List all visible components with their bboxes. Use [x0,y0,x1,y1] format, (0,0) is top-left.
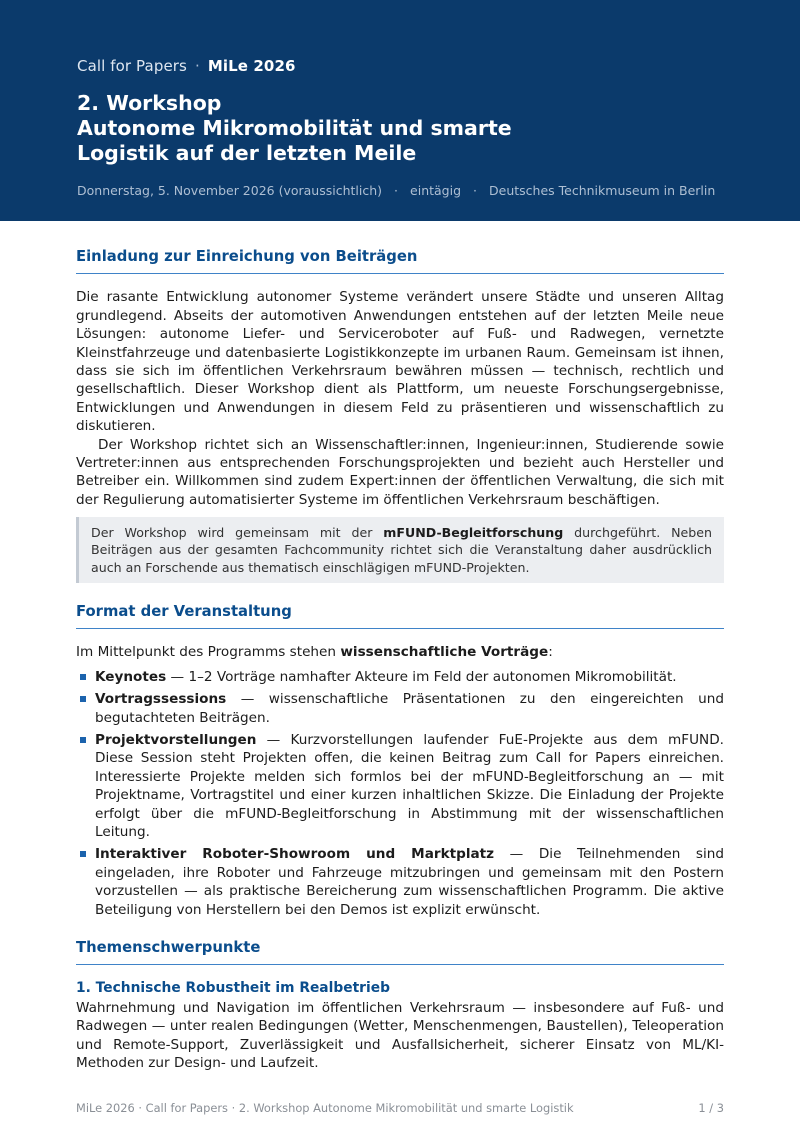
item-title: Keynotes [95,668,167,685]
section-heading: Themenschwerpunkte [76,939,724,965]
meta-date: Donnerstag, 5. November 2026 (voraussichtlich) [77,183,383,198]
section-topics [76,939,724,1072]
note-text: Der Workshop wird gemeinsam mit der [91,525,373,541]
title-line-2: Logistik auf der letzten Meile [77,141,417,165]
square-bullet-icon [80,737,86,743]
section-format [76,603,724,919]
topic-heading: 1. Technische Robustheit im Realbetrieb [76,980,390,997]
format-list [76,668,724,919]
topic-text: Wahrnehmung und Navigation im öffentlichen Verkehrsraum — insbesondere auf Fuß- und Radwegen — unter realen Bedingungen (Wetter, Menschenmengen, Baustellen), Teleoperation und Remote-Support, Zuverlässigkeit und Ausfallsicherheit, sicherer Einsatz von ML/KI-Methoden zur Design- und Laufzeit. [76,999,724,1072]
intro-bold: wissenschaftliche Vorträge [340,644,549,661]
square-bullet-icon [80,696,86,702]
item-title: Interaktiver Roboter-Showroom und Marktplatz [95,846,495,863]
paragraph: Die rasante Entwicklung autonomer Systeme verändert unsere Städte und unseren Alltag grundlegend. Abseits der automotiven Anwendungen entstehen auf der letzten Meile neue Lösungen: autonome Liefer- und Serviceroboter auf Fuß- und Radwegen, vernetzte Kleinstfahrzeuge und datenbasierte Logistikkonzepte im urbanen Raum. Gemeinsam ist ihnen, dass sie sich im öffentlichen Verkehrsraum bewähren müssen — technisch, rechtlich und gesellschaftlich. Dieser Workshop dient als Plattform, um neueste Forschungsergebnisse, Entwicklungen und Anwendungen in diesem Feld zu präsentieren und wissenschaftlich zu diskutieren. [76,289,724,435]
event-meta [77,183,715,198]
workshop-number: 2. Workshop [77,91,222,115]
paragraph: Der Workshop richtet sich an Wissenschaftler:innen, Ingenieur:innen, Studierende sowie Vertreter:innen aus entsprechenden Forschungsprojekten und bezieht auch Hersteller und Betreiber ein. Willkommen sind zudem Expert:innen der öffentlichen Verwaltung, die sich mit der Regulierung automatisierter Systeme im öffentlichen Verkehrsraum beschäftigen. [76,436,724,508]
separator-dot: · [473,183,478,198]
page-number: 1 / 3 [698,1101,724,1115]
main-content [76,248,724,1072]
item-title: Vortragssessions [95,691,227,708]
list-item [76,731,724,841]
list-item [76,690,724,727]
intro-prefix: Im Mittelpunkt des Programms stehen [76,644,337,661]
list-item [76,845,724,919]
title-line-1: Autonome Mikromobilität und smarte [77,116,512,140]
item-text: — wissenschaftliche Präsentationen zu den eingereichten und begutachteten Beiträgen. [95,691,724,726]
eyebrow [77,57,296,75]
meta-duration: eintägig [410,183,462,198]
item-text: — Die Teilnehmenden sind eingeladen, ihre Roboter und Fahrzeuge mitzubringen und gemeinsam mit den Postern vorzustellen — als praktische Bereicherung zum wissenschaftlichen Programm. Die aktive Beteiligung von Herstellern bei den Demos ist explizit erwünscht. [95,846,725,918]
note-bold: mFUND-Begleitforschung [383,525,564,541]
item-title: Projektvorstellungen [95,731,257,748]
section-heading: Einladung zur Einreichung von Beiträgen [76,248,724,274]
intro-suffix: : [548,644,553,661]
meta-location: Deutsches Technikmuseum in Berlin [489,183,716,198]
page-title [77,91,512,166]
eyebrow-label: Call for Papers [77,57,187,75]
section-invitation [76,248,724,583]
item-text: — Kurzvorstellungen laufender FuE-Projekte aus dem mFUND. Diese Session steht Projekten offen, die keinen Beitrag zum Call for Papers einreichen. Interessierte Projekte melden sich formlos bei der mFUND-Begleitforschung an — mit Projektname, Vortragstitel und einer kurzen inhaltlichen Skizze. Die Einladung der Projekte erfolgt über die mFUND-Begleitforschung in Abstimmung mit der wissenschaftlichen Leitung. [95,731,724,840]
note-text: durchgeführt. Neben Beiträgen aus der gesamten Fachcommunity richtet sich die Veranstaltung daher ausdrücklich auch an Forschende aus thematisch einschlägigen mFUND-Projekten. [91,525,712,575]
separator-dot: · [394,183,399,198]
list-item [76,668,724,686]
separator-dot: · [194,57,200,75]
footer-text: MiLe 2026 · Call for Papers · 2. Workshop Autonome Mikromobilität und smarte Logistik [76,1101,574,1115]
item-text: — 1–2 Vorträge namhafter Akteure im Feld der autonomen Mikromobilität. [166,668,677,685]
info-box [76,517,724,583]
event-name: MiLe 2026 [207,57,296,75]
section-heading: Format der Veranstaltung [76,603,724,629]
header-banner [0,0,800,221]
intro-text [76,643,724,661]
page-footer [76,1101,724,1115]
square-bullet-icon [80,674,86,680]
square-bullet-icon [80,851,86,857]
